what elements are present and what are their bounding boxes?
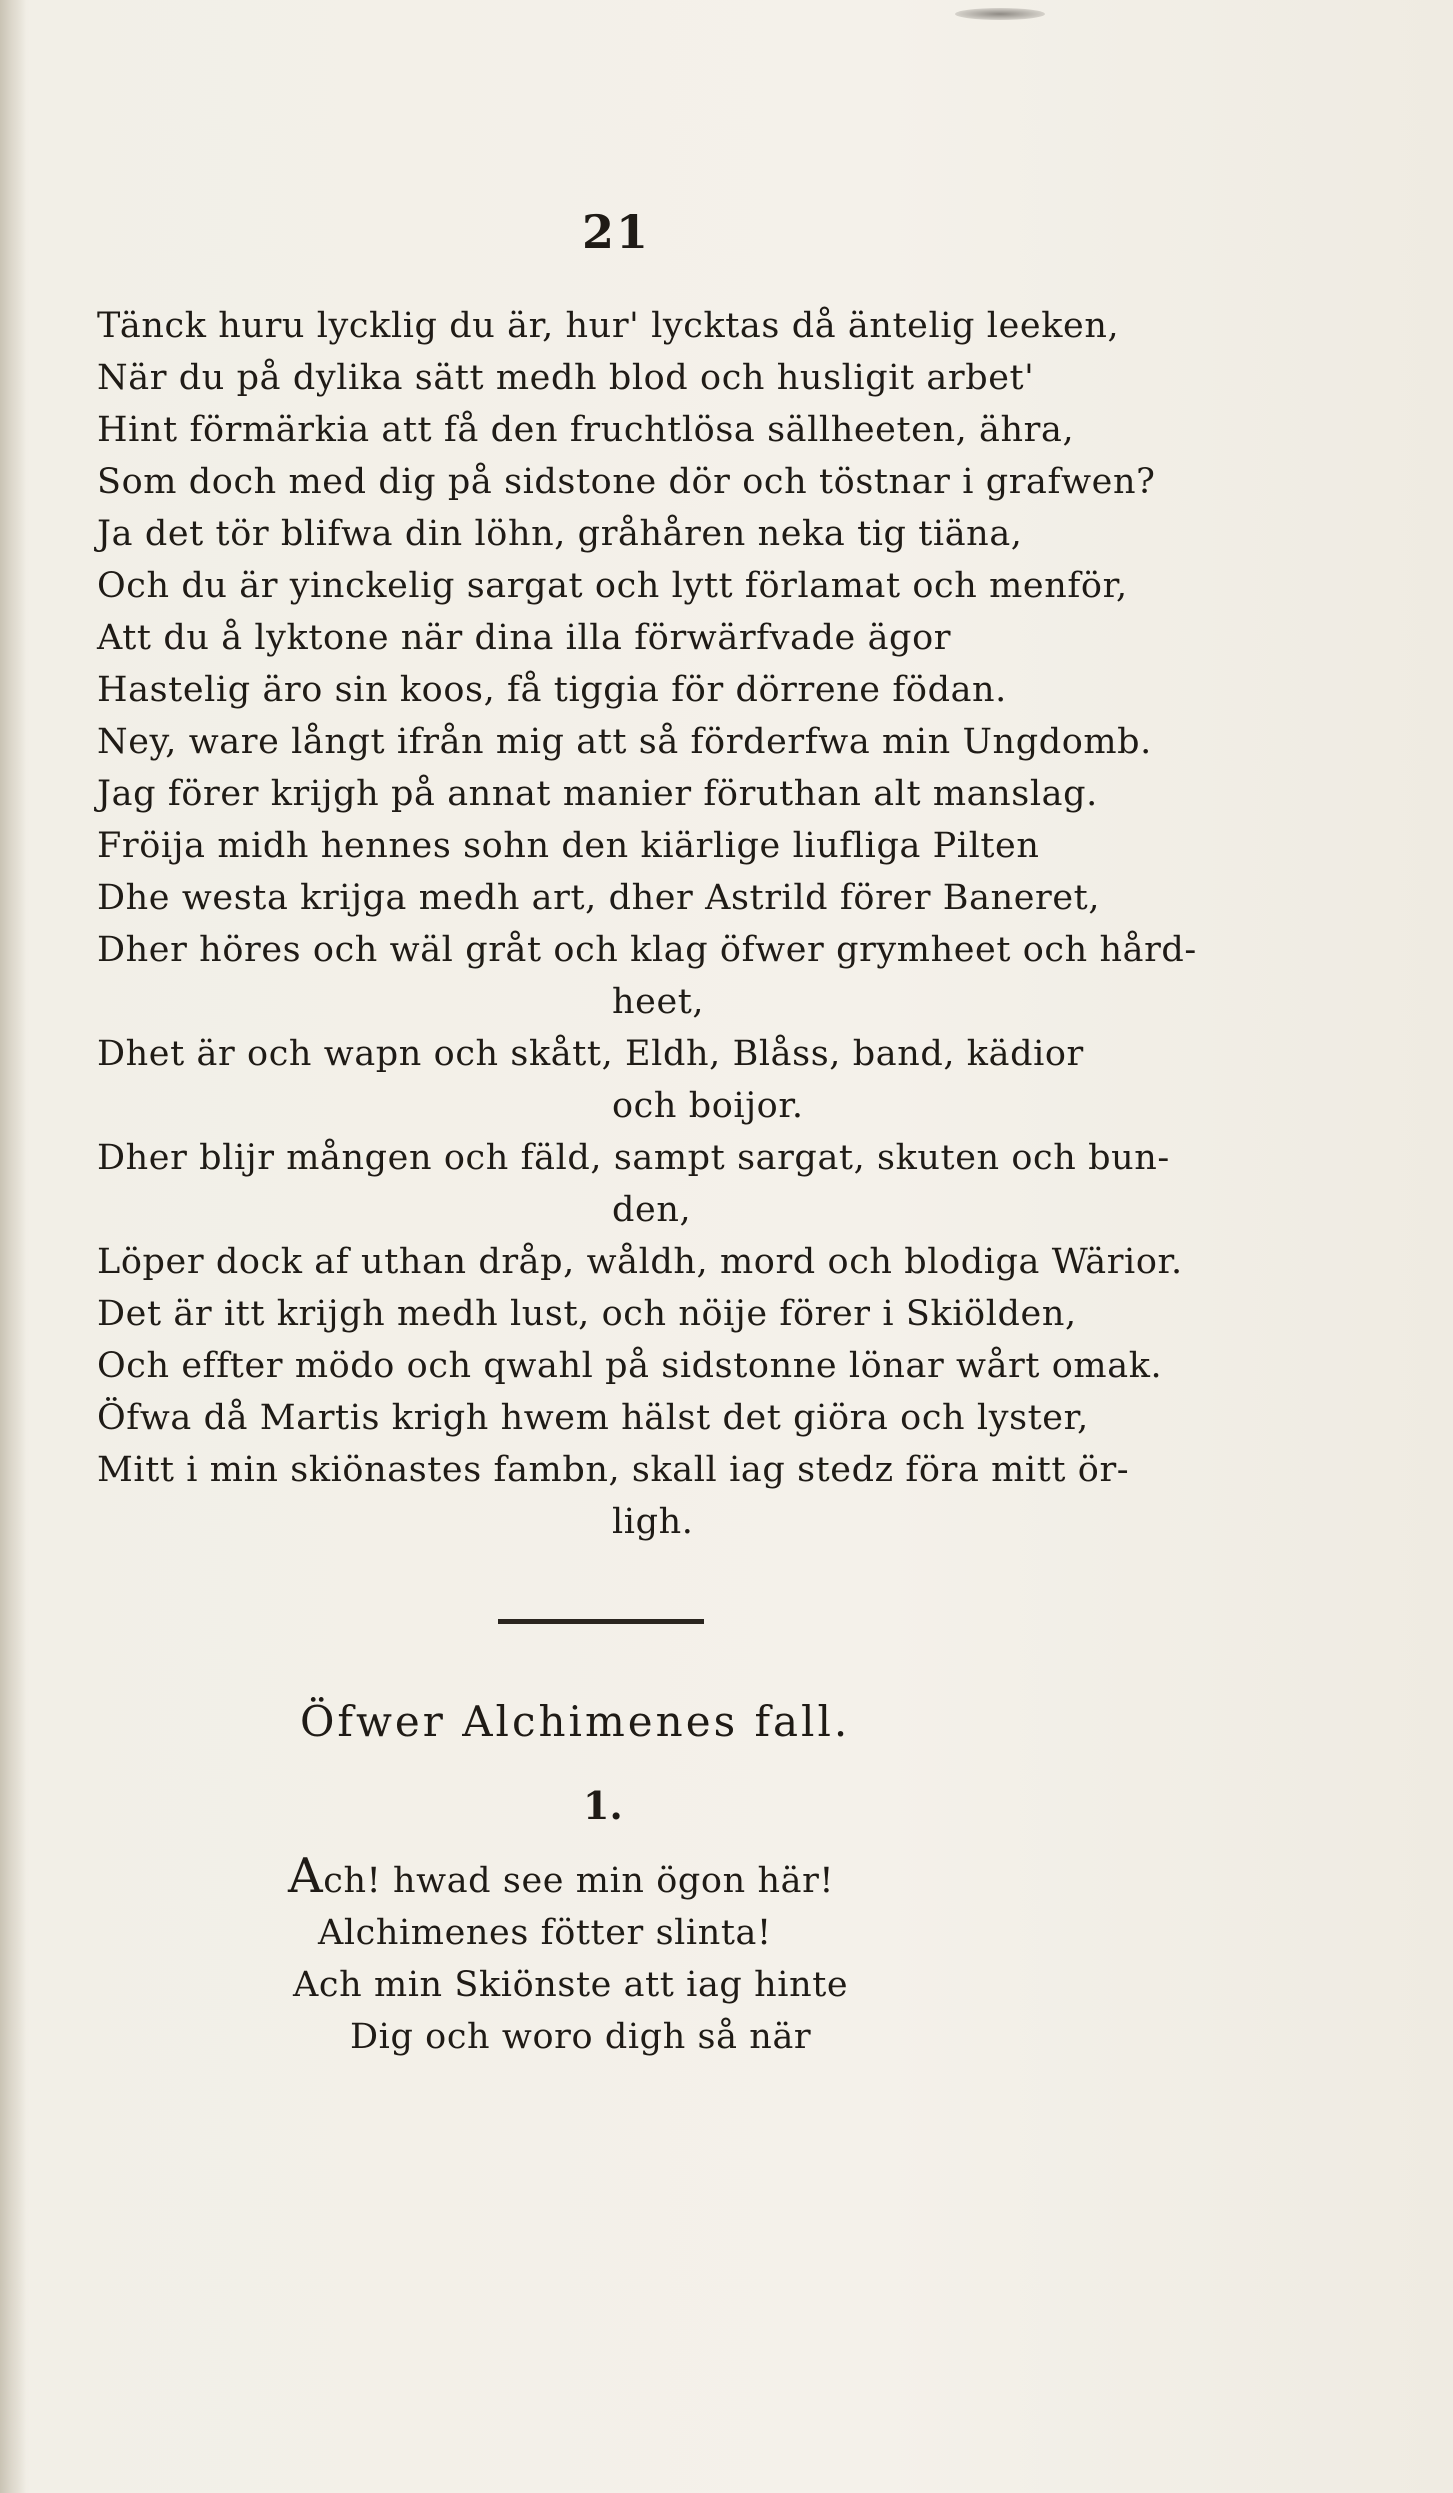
poem-line-text: Dhe westa krijga medh art, dher Astrild förer Baneret,	[97, 878, 1101, 918]
poem-line-text: Dher höres och wäl gråt och klag öfwer grymheet och hård-	[97, 930, 1197, 970]
stanza	[288, 1850, 988, 2063]
poem-line	[97, 352, 1197, 404]
poem-line	[97, 664, 1197, 716]
stanza-number: 1.	[583, 1783, 623, 1828]
poem-line-text: Och du är yinckelig sargat och lytt förlamat och menför,	[97, 566, 1128, 606]
poem-line-continuation: heet,	[612, 982, 705, 1022]
poem-line	[97, 820, 1197, 872]
poem-text	[97, 300, 1197, 1548]
poem-line	[97, 1288, 1197, 1340]
poem-line-text: Löper dock af uthan dråp, wåldh, mord och blodiga Wärior.	[97, 1242, 1183, 1282]
poem-line	[97, 716, 1197, 768]
poem-line	[97, 1236, 1197, 1288]
poem-line	[97, 872, 1197, 924]
poem-line-text: Fröija midh hennes sohn den kiärlige liufliga Pilten	[97, 826, 1040, 866]
drop-cap: A	[288, 1848, 324, 1904]
poem-line-text: Ney, ware långt ifrån mig att så förderfwa min Ungdomb.	[97, 722, 1152, 762]
poem-line	[97, 1392, 1197, 1444]
poem-line-text: Tänck huru lycklig du är, hur' lycktas då äntelig leeken,	[97, 306, 1120, 346]
stanza-line: Ach min Skiönste att iag hinte	[293, 1965, 849, 2005]
poem-line	[97, 300, 1197, 352]
ink-smudge	[955, 8, 1045, 20]
poem-line-text: Dhet är och wapn och skått, Eldh, Blåss, band, kädior	[97, 1034, 1084, 1074]
page-number: 21	[582, 205, 651, 259]
stanza-line	[288, 1850, 988, 1907]
binding-edge	[0, 0, 26, 2493]
poem-line-continuation: och boijor.	[612, 1086, 804, 1126]
stanza-line: Alchimenes fötter slinta!	[318, 1913, 772, 1953]
poem-line-text: När du på dylika sätt medh blod och husligit arbet'	[97, 358, 1035, 398]
stanza-line-text: ch! hwad see min ögon här!	[323, 1861, 835, 1901]
poem-line-text: Och effter mödo och qwahl på sidstonne lönar wårt omak.	[97, 1346, 1163, 1386]
poem-line-text: Som doch med dig på sidstone dör och töstnar i grafwen?	[97, 462, 1156, 502]
poem-line-text: Öfwa då Martis krigh hwem hälst det giöra och lyster,	[97, 1398, 1089, 1438]
stanza-line: Dig och woro digh så när	[350, 2017, 812, 2057]
poem-line-text: Hastelig äro sin koos, få tiggia för dörrene födan.	[97, 670, 1007, 710]
poem-line-text: Det är itt krijgh medh lust, och nöije förer i Skiölden,	[97, 1294, 1077, 1334]
poem-line	[97, 612, 1197, 664]
poem-line-text: Hint förmärkia att få den fruchtlösa sällheeten, ähra,	[97, 410, 1075, 450]
poem-line	[97, 560, 1197, 612]
poem-line	[97, 924, 1197, 1028]
poem-line	[97, 1444, 1197, 1548]
section-divider	[498, 1619, 704, 1624]
poem-line	[97, 456, 1197, 508]
poem-line	[97, 404, 1197, 456]
poem-line-text: Dher blijr mången och fäld, sampt sargat, skuten och bun-	[97, 1138, 1170, 1178]
poem-line-text: Att du å lyktone när dina illa förwärfvade ägor	[97, 618, 952, 658]
poem-line	[97, 1132, 1197, 1236]
poem-line	[97, 1028, 1197, 1132]
poem-line-text: Ja det tör blifwa din löhn, gråhåren neka tig tiäna,	[97, 514, 1023, 554]
section-heading: Öfwer Alchimenes fall.	[300, 1697, 851, 1746]
poem-line	[97, 768, 1197, 820]
poem-line-continuation: den,	[612, 1190, 692, 1230]
poem-line	[97, 508, 1197, 560]
poem-line-text: Jag förer krijgh på annat manier föruthan alt manslag.	[97, 774, 1098, 814]
poem-line	[97, 1340, 1197, 1392]
poem-line-text: Mitt i min skiönastes fambn, skall iag stedz föra mitt ör-	[97, 1450, 1130, 1490]
poem-line-continuation: ligh.	[612, 1502, 694, 1542]
